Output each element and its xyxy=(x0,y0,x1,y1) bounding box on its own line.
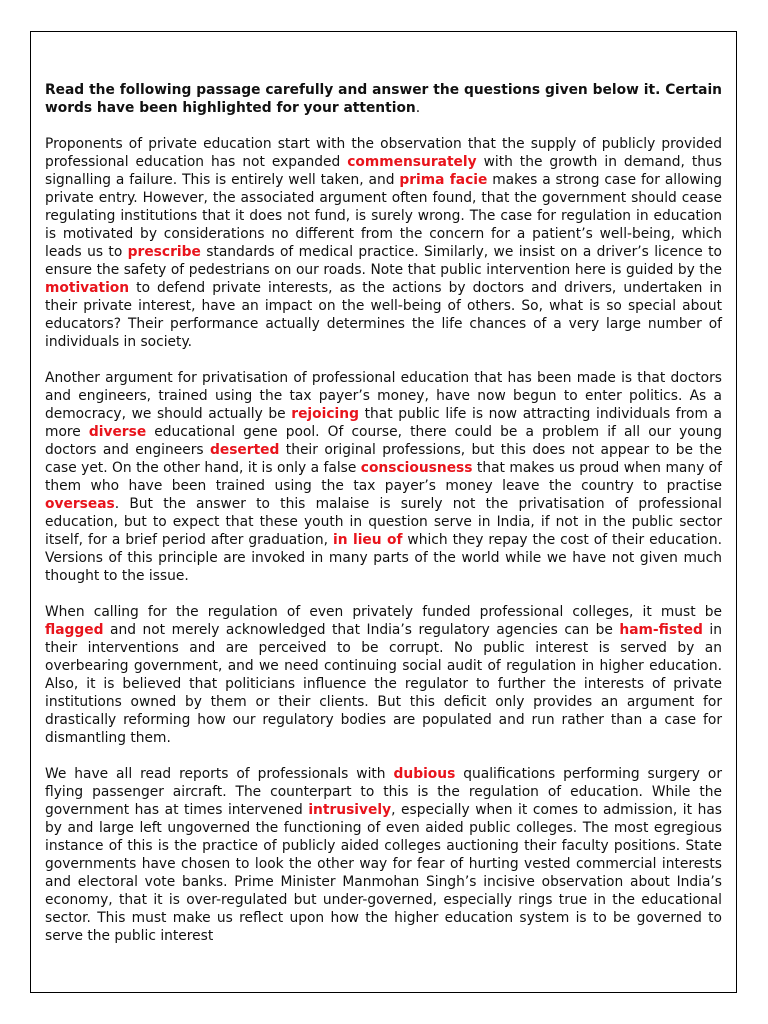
passage-text: their original professions, but this does not appear to be the case yet. On the other hand, it is only a false xyxy=(45,442,722,476)
highlighted-word: motivation xyxy=(45,280,130,296)
highlighted-word: intrusively xyxy=(308,802,392,818)
passage-text: and not merely acknowledged that India’s regulatory agencies can be xyxy=(103,622,620,638)
instruction-period: . xyxy=(415,100,421,116)
highlighted-word: commensurately xyxy=(347,154,477,170)
passage-text: Another argument for privatisation of professional education that has been made is that doctors and engineers, trained using the tax payer’s money, have now begun to enter politics. As a democracy, we should actually be xyxy=(45,370,722,422)
passage-text: . But the answer to this malaise is surely not the privatisation of professional education, but to expect that these youth in question serve in India, if not in the public sector itself, for a brief period after graduation, xyxy=(45,496,722,548)
passage-text: which they repay the cost of their education. Versions of this principle are invoked in many parts of the world while we have not given much thought to the issue. xyxy=(45,532,722,584)
highlighted-word: flagged xyxy=(45,622,104,638)
passage-text: , especially when it comes to admission, it has by and large left ungoverned the functioning of even aided public colleges. The most egregious instance of this is the practice of publicly aided colleges auctioning their faculty positions. State governments have chosen to look the other way for fear of hurting vested commercial interests and electoral vote banks. Prime Minister Manmohan Singh’s incisive observation about India’s economy, that it is over-regulated but under-governed, especially rings true in the educational sector. This must make us reflect upon how the higher education system is to be governed to serve the public interest xyxy=(45,802,722,944)
highlighted-word: consciousness xyxy=(360,460,473,476)
passage-text: qualifications performing surgery or flying passenger aircraft. The counterpart to this is the regulation of education. While the government has at times intervened xyxy=(45,766,722,818)
passage-text: standards of medical practice. Similarly, we insist on a driver’s licence to ensure the safety of pedestrians on our roads. Note that public intervention here is guided by the xyxy=(45,244,722,278)
passage-text: We have all read reports of professionals with xyxy=(45,766,394,782)
instruction-text xyxy=(45,81,722,117)
passage-paragraph-1 xyxy=(45,135,722,351)
highlighted-word: deserted xyxy=(209,442,280,458)
passage-body xyxy=(45,135,722,945)
passage-paragraph-2 xyxy=(45,369,722,585)
highlighted-word: prescribe xyxy=(127,244,201,260)
passage-text: educational gene pool. Of course, there could be a problem if all our young doctors and engineers xyxy=(45,424,722,458)
passage-text: Proponents of private education start with the observation that the supply of publicly provided professional education has not expanded xyxy=(45,136,722,170)
passage-document xyxy=(45,81,722,963)
highlighted-word: prima facie xyxy=(399,172,488,188)
passage-text: in their interventions and are perceived to be corrupt. No public interest is served by an overbearing government, and we need continuing social audit of regulation in higher education. Also, it is believed that politicians influence the regulator to further the interests of private institutions owned by them or their clients. But this deficit only provides an argument for drastically reforming how our regulatory bodies are populated and run rather than a case for dismantling them. xyxy=(45,622,722,746)
passage-paragraph-3 xyxy=(45,603,722,747)
passage-text: makes a strong case for allowing private entry. However, the associated argument often found, that the government should cease regulating institutions that it does not fund, is surely wrong. The case for regulation in education is motivated by considerations no different from the concern for a patient’s well-being, which leads us to xyxy=(45,172,722,260)
passage-text: that public life is now attracting individuals from a more xyxy=(45,406,722,440)
passage-paragraph-4 xyxy=(45,765,722,945)
highlighted-word: rejoicing xyxy=(291,406,359,422)
passage-text: that makes us proud when many of them who have been trained using the tax payer’s money leave the country to practise xyxy=(45,460,722,494)
passage-text: to defend private interests, as the actions by doctors and drivers, undertaken in their private interest, have an impact on the well-being of others. So, what is so special about educators? Their performance actually determines the life chances of a very large number of individuals in society. xyxy=(45,280,722,350)
highlighted-word: in lieu of xyxy=(333,532,403,548)
highlighted-word: dubious xyxy=(393,766,456,782)
passage-text: with the growth in demand, thus signalling a failure. This is entirely well taken, and xyxy=(45,154,722,188)
highlighted-word: diverse xyxy=(88,424,147,440)
highlighted-word: ham-fisted xyxy=(619,622,703,638)
highlighted-word: overseas xyxy=(45,496,115,512)
instruction-bold: Read the following passage carefully and answer the questions given below it. Certain words have been highlighted for your attention xyxy=(45,82,722,116)
passage-text: When calling for the regulation of even privately funded professional colleges, it must be xyxy=(45,604,722,620)
